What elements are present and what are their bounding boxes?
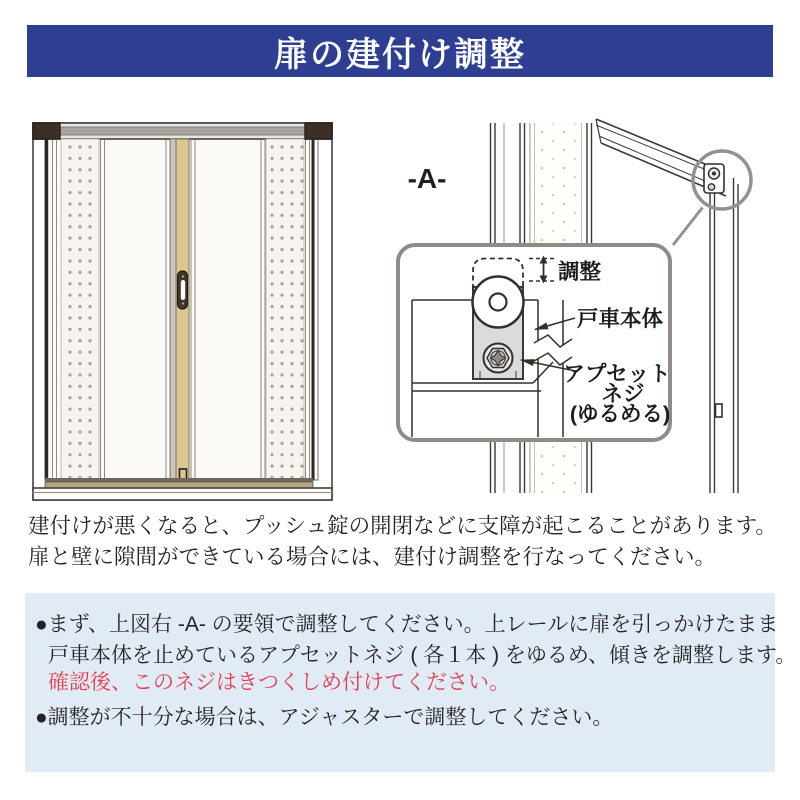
upset-screw [484, 344, 513, 373]
note-item-2: ●調整が不十分な場合は、アジャスターで調整してください。 [35, 706, 614, 729]
roller-unit-icon [704, 164, 724, 193]
center-stile-edge [171, 139, 177, 480]
screw-label-line1: アプセット [563, 362, 671, 386]
note-item-1-line-2: 戸車本体を止めているアプセットネジ ( 各１本 ) をゆるめ、傾きを調整します。 [48, 644, 797, 667]
adjust-label: 調整 [558, 260, 602, 284]
top-rail-cap-left [33, 123, 60, 139]
intro-paragraph [28, 511, 788, 572]
callout-connector [673, 208, 703, 246]
frame-keeper [716, 404, 723, 417]
note-item-1-warning: 確認後、このネジはきつくしめ付けてください。 [48, 671, 510, 694]
section-label: -A- [407, 163, 447, 194]
perforated-strip-right [266, 139, 304, 480]
detail-diagram [398, 119, 751, 493]
door-handle [178, 271, 188, 309]
screw-label-line2: ネジ [601, 382, 645, 406]
note-item-1-line-1: ●まず、上図右 -A- の要領で調整してください。上レールに扉を引っかけたまま [35, 613, 779, 636]
roller-callout [398, 245, 671, 440]
bottom-rail [45, 482, 313, 488]
perforated-strip-left [61, 139, 99, 480]
bottom-sill [33, 488, 332, 500]
roller-wheel [473, 277, 524, 328]
top-rail-band [36, 127, 329, 135]
top-rail-cap-right [305, 123, 332, 139]
page-title: 扉の建付け調整 [274, 35, 526, 74]
notes-box [25, 593, 797, 772]
intro-line-1: 建付けが悪くなると、プッシュ錠の開閉などに支障が起こることがあります。 [28, 514, 777, 538]
door-diagram [33, 123, 332, 500]
side-frame-lines [710, 168, 738, 493]
intro-line-2: 扉と壁に隙間ができている場合には、建付け調整を行なってください。 [28, 544, 717, 569]
roller-body-label: 戸車本体 [577, 307, 664, 331]
screw-label-line3: (ゆるめる) [569, 402, 671, 426]
bottom-rail-dark [45, 478, 313, 482]
